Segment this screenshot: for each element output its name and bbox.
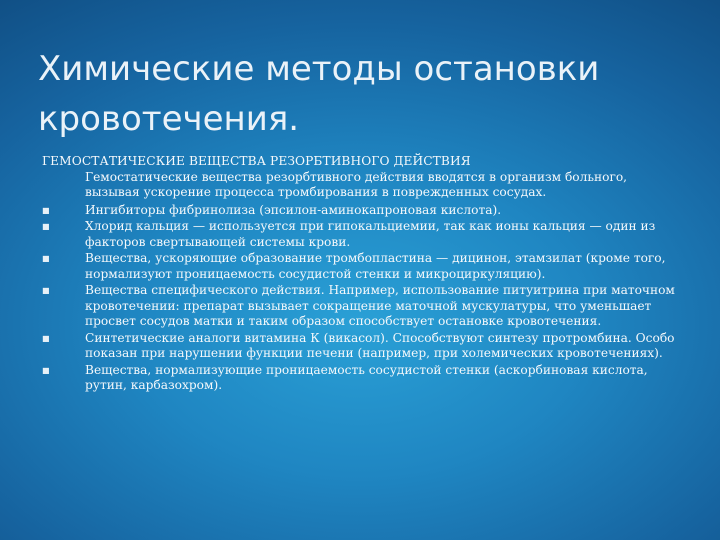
list-item <box>42 203 682 219</box>
list-item-text: Вещества, нормализующие проницаемость сосудистой стенки (аскорбиновая кислота, рутин, карбазохром). <box>85 362 648 392</box>
square-bullet-icon: ■ <box>42 286 50 295</box>
list-item <box>42 283 682 330</box>
list-item-text: Синтетические аналоги витамина К (викасол). Способствуют синтезу протромбина. Особо показан при нарушении функции печени (например, при холемических кровотечениях). <box>85 330 675 360</box>
list-item-text: Ингибиторы фибринолиза (эпсилон-аминокапроновая кислота). <box>85 202 502 217</box>
section-heading: ГЕМОСТАТИЧЕСКИЕ ВЕЩЕСТВА РЕЗОРБТИВНОГО ДЕЙСТВИЯ <box>42 154 471 168</box>
bullet-list <box>42 203 682 394</box>
list-item <box>42 363 682 394</box>
list-item-text: Хлорид кальция — используется при гипокальциемии, так как ионы кальция — один из факторов свертывающей системы крови. <box>85 219 656 249</box>
slide-content <box>42 154 682 395</box>
square-bullet-icon: ■ <box>42 222 50 231</box>
list-item-text: Вещества специфического действия. Например, использование питуитрина при маточном кровотечении: препарат вызывает сокращение маточной мускулатуры, что уменьшает просвет сосудов матки и таким образом способствует остановке кровотечения. <box>85 283 675 328</box>
square-bullet-icon: ■ <box>42 205 50 215</box>
list-item <box>42 251 682 282</box>
square-bullet-icon: ■ <box>42 365 50 375</box>
list-item <box>42 219 682 250</box>
intro-paragraph: Гемостатические вещества резорбтивного действия вводятся в организм больного, вызывая ускорение процесса тромбирования в поврежденных сосудах. <box>85 169 628 199</box>
square-bullet-icon: ■ <box>42 333 50 343</box>
list-item <box>42 331 682 362</box>
slide-title: Химические методы остановки кровотечения. <box>38 49 600 139</box>
square-bullet-icon: ■ <box>42 254 50 263</box>
list-item-text: Вещества, ускоряющие образование тромбопластина — дицинон, этамзилат (кроме того, нормализуют проницаемость сосудистой стенки и микроциркуляцию). <box>85 251 666 281</box>
